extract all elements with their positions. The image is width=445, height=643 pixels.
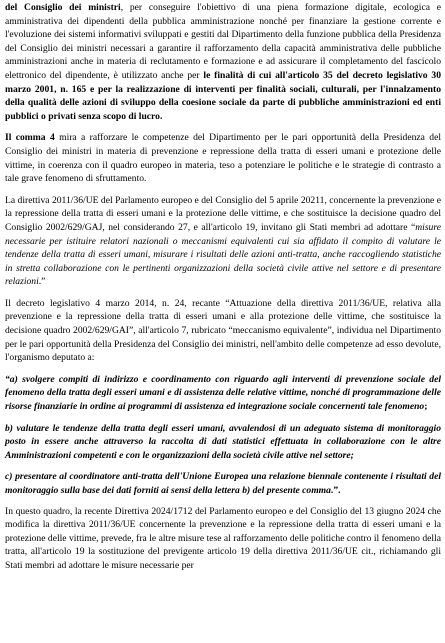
paragraph-fund-usage <box>5 1 441 123</box>
paragraph-comma-4 <box>5 131 441 185</box>
bold-italic-text: b) valutare le tendenze della tratta degli esseri umani, avvalendosi di un adeguato sistema di monitoraggio posto in essere anche attraverso la raccolta di dati statistici effettuata in collaborazione con le altre Amministrazioni competenti e con le organizzazioni della società civile attive nel settore; <box>5 422 441 461</box>
italic-quote: misure necessarie per istituire relatori nazionali o meccanismi equivalenti cui sia affidato il compito di valutare le tendenze della tratta di esseri umani, misurare i risultati delle azioni anti-tratta, anche raccogliendo statistiche in stretta collaborazione con le pertinenti organizzazioni della società civile attive nel settore e di presentare relazioni <box>5 221 441 288</box>
text-segment: mira a rafforzare le competenze del Dipartimento per le pari opportunità della Presidenza del Consiglio dei ministri in materia di prevenzione e repressione della tratta di esseri umani e protezione delle vittime, in coerenza con il quadro europeo in materia, teso a potenziare le politiche e le strategie di contrasto a tale grave fenomeno di sfruttamento. <box>5 132 442 185</box>
bold-italic-text: “a) svolgere compiti di indirizzo e coordinamento con riguardo agli interventi di prevenzione sociale del fenomeno della tratta degli esseri umani e di assistenza delle relative vittime, nonché di programmazione delle risorse finanziarie in ordine ai programmi di assistenza ed integrazione sociale concernenti tale fenomeno <box>5 373 441 413</box>
bold-text: del Consiglio dei ministri <box>5 2 121 13</box>
text-segment: , per <box>120 2 143 13</box>
bold-text: ; <box>424 401 428 413</box>
bold-text: le finalità di cui all'articolo 35 del decreto legislativo 30 marzo 2001, n. 165 e per la realizzazione di interventi per finalità sociali, culturali, per l'innalzamento della qualità delle azioni di sviluppo della coesione sociale da parte di pubbliche amministrazioni ed enti pubblici o privati senza scopo di lucro. <box>5 69 441 122</box>
paragraph-directive-2024: In questo quadro, la recente Direttiva 2024/1712 del Parlamento europeo e del Consiglio del 13 giugno 2024 che modifica la direttiva 2011/36/UE concernente la prevenzione e la repressione della tratta di esseri umani e la protezione delle vittime, prevede, fra le altre misure tese al rafforzamento delle politiche contro il fenomeno della tratta, all'articolo 19 la sostituzione del previgente articolo 19 della direttiva 2011/36/UE cit., richiamando gli Stati membri ad adottare le misure necessarie per <box>5 505 441 571</box>
quote-item-a <box>5 373 441 414</box>
paragraph-directive-2011 <box>5 194 441 289</box>
text-segment: La direttiva 2011/36/UE del Parlamento europeo e del Consiglio del 5 aprile 20211, concernente la prevenzione e la repressione della tratta di esseri umani e la protezione delle vittime, e che sostituisce la decisione quadro del Consiglio 2002/629/GAJ, nel considerando 27, e all'articolo 19, invitano gli Stati membri ad adottare “ <box>5 194 441 233</box>
paragraph-legislative-decree: Il decreto legislativo 4 marzo 2014, n. 24, recante “Attuazione della direttiva 2011/36/UE, relativa alla prevenzione e la repressione della tratta di esseri umani e alla protezione delle vittime, che sostituisce la decisione quadro 2002/629/GAI”, all'articolo 7, rubricato “meccanismo equivalente”, individua nel Dipartimento per le pari opportunità della Presidenza del Consiglio dei ministri, nell'ambito delle competenze ad esso devolute, l'organismo deputato a: <box>5 297 441 364</box>
quote-item-b <box>5 422 441 463</box>
document-page <box>5 1 441 573</box>
bold-text: .”. <box>330 485 341 496</box>
text-segment: .” <box>38 276 46 288</box>
bold-italic-text: c) presentare al coordinatore anti-tratta dell'Unione Europea una relazione biennale contenente i risultati del monitoraggio sulla base dei dati forniti ai sensi della lettera b) del presente comma <box>5 471 441 496</box>
text-segment: conseguire l'obiettivo di una piena formazione digitale, ecologica e amministrativa dei dipendenti della pubblica amministrazione nonché per finanziare la gestione corrente e l'evoluzione dei sistemi informativi sviluppati e gestiti dal Dipartimento della funzione pubblica della Presidenza del Consiglio dei ministri necessari a garantire il rafforzamento della capacità amministrativa delle pubbliche amministrazioni anche in materia di reclutamento e formazione e ad assicurare il completamento del fascicolo elettronico del dipendente, è utilizzato anche per <box>5 2 442 81</box>
quote-item-c <box>5 470 441 497</box>
bold-text: Il comma 4 <box>5 132 55 144</box>
